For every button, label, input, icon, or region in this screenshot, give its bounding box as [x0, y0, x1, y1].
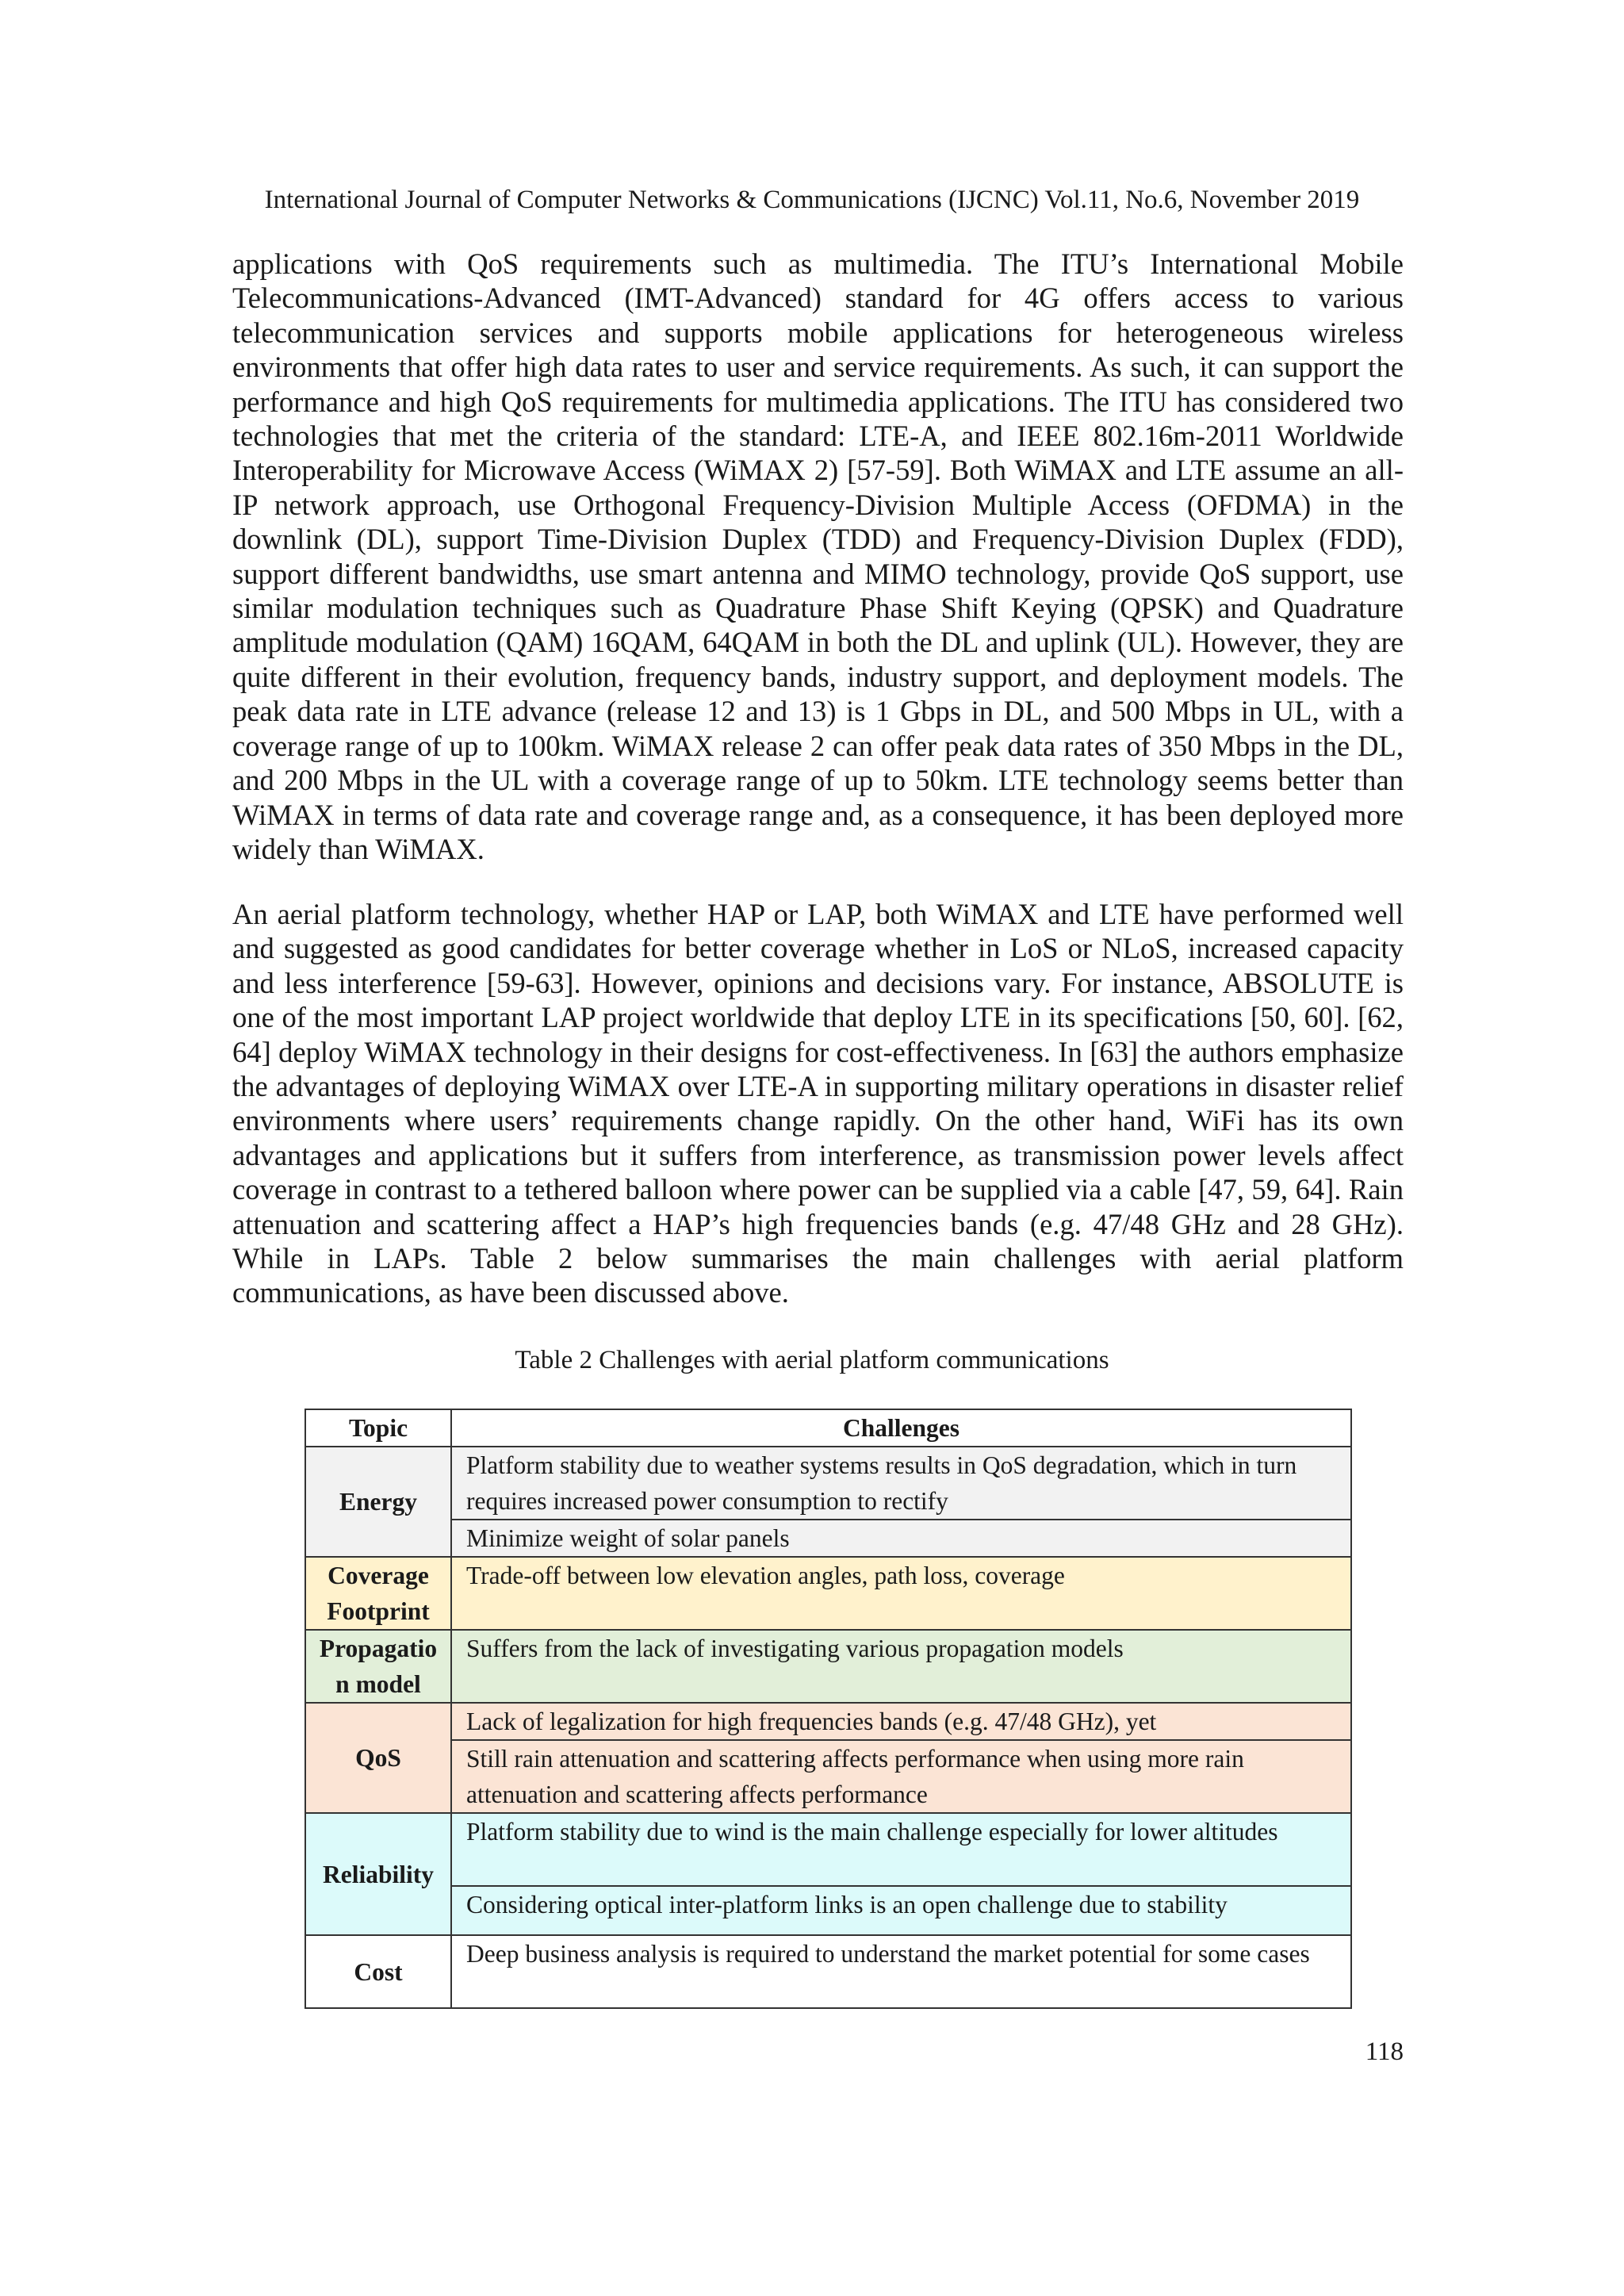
challenge-energy-1: Platform stability due to weather systems results in QoS degradation, which in turn requires increased power consumption to rectify: [451, 1447, 1351, 1520]
topic-qos: QoS: [305, 1703, 451, 1813]
running-header: International Journal of Computer Networks & Communications (IJCNC) Vol.11, No.6, November 2019: [264, 186, 1360, 214]
table-row: [305, 1740, 1351, 1813]
challenge-qos-2: Still rain attenuation and scattering affects performance when using more rain attenuation and scattering affects performance: [451, 1740, 1351, 1813]
challenge-reliability-1: Platform stability due to wind is the main challenge especially for lower altitudes: [451, 1813, 1351, 1886]
topic-coverage-line1: Coverage: [327, 1562, 429, 1589]
table-row: [305, 1886, 1351, 1935]
table-row: [305, 1520, 1351, 1557]
table-row: [305, 1557, 1351, 1630]
table-row: [305, 1703, 1351, 1740]
topic-cost: Cost: [305, 1935, 451, 2008]
page-number: 118: [1365, 2037, 1404, 2066]
topic-propagation-line2: n model: [335, 1670, 421, 1698]
table-row: [305, 1447, 1351, 1520]
header-topic: Topic: [305, 1409, 451, 1447]
topic-reliability: Reliability: [305, 1813, 451, 1935]
table-row: [305, 1630, 1351, 1703]
table-header-row: [305, 1409, 1351, 1447]
body-paragraph-1: applications with QoS requirements such as multimedia. The ITU’s International Mobile Telecommunications-Advanced (IMT-Advanced) standard for 4G offers access to various telecommunication services and supports mobile applications for heterogeneous wireless environments that offer high data rates to user and service requirements. As such, it can support the performance and high QoS requirements for multimedia applications. The ITU has considered two technologies that met the criteria of the standard: LTE-A, and IEEE 802.16m-2011 Worldwide Interoperability for Microwave Access (WiMAX 2) [57-59]. Both WiMAX and LTE assume an all-IP network approach, use Orthogonal Frequency-Division Multiple Access (OFDMA) in the downlink (DL), support Time-Division Duplex (TDD) and Frequency-Division Duplex (FDD), support different bandwidths, use smart antenna and MIMO technology, provide QoS support, use similar modulation techniques such as Quadrature Phase Shift Keying (QPSK) and Quadrature amplitude modulation (QAM) 16QAM, 64QAM in both the DL and uplink (UL). However, they are quite different in their evolution, frequency bands, industry support, and deployment models. The peak data rate in LTE advance (release 12 and 13) is 1 Gbps in DL, and 500 Mbps in UL, with a coverage range of up to 100km. WiMAX release 2 can offer peak data rates of 350 Mbps in the DL, and 200 Mbps in the UL with a coverage range of up to 50km. LTE technology seems better than WiMAX in terms of data rate and coverage range and, as a consequence, it has been deployed more widely than WiMAX.: [232, 247, 1404, 865]
topic-propagation-line1: Propagatio: [319, 1635, 438, 1662]
topic-propagation: [305, 1630, 451, 1703]
challenge-propagation-1: Suffers from the lack of investigating various propagation models: [451, 1630, 1351, 1703]
challenge-coverage-1: Trade-off between low elevation angles, path loss, coverage: [451, 1557, 1351, 1630]
topic-coverage: [305, 1557, 451, 1630]
table-row: [305, 1813, 1351, 1886]
challenges-table: [304, 1409, 1352, 2009]
challenge-reliability-2: Considering optical inter-platform links is an open challenge due to stability: [451, 1886, 1351, 1935]
body-paragraph-2: An aerial platform technology, whether HAP or LAP, both WiMAX and LTE have performed well and suggested as good candidates for better coverage whether in LoS or NLoS, increased capacity and less interference [59-63]. However, opinions and decisions vary. For instance, ABSOLUTE is one of the most important LAP project worldwide that deploy LTE in its specifications [50, 60]. [62, 64] deploy WiMAX technology in their designs for cost-effectiveness. In [63] the authors emphasize the advantages of deploying WiMAX over LTE-A in supporting military operations in disaster relief environments where users’ requirements change rapidly. On the other hand, WiFi has its own advantages and applications but it suffers from interference, as transmission power levels affect coverage in contrast to a tethered balloon where power can be supplied via a cable [47, 59, 64]. Rain attenuation and scattering affect a HAP’s high frequencies bands (e.g. 47/48 GHz and 28 GHz). While in LAPs. Table 2 below summarises the main challenges with aerial platform communications, as have been discussed above.: [232, 898, 1404, 1309]
challenge-qos-1: Lack of legalization for high frequencies bands (e.g. 47/48 GHz), yet: [451, 1703, 1351, 1740]
table-caption: Table 2 Challenges with aerial platform communications: [515, 1346, 1109, 1374]
topic-energy: Energy: [305, 1447, 451, 1557]
challenge-energy-2: Minimize weight of solar panels: [451, 1520, 1351, 1557]
header-challenges: Challenges: [451, 1409, 1351, 1447]
challenge-cost-1: Deep business analysis is required to understand the market potential for some cases: [451, 1935, 1351, 2008]
table-row: [305, 1935, 1351, 2008]
topic-coverage-line2: Footprint: [327, 1597, 430, 1625]
